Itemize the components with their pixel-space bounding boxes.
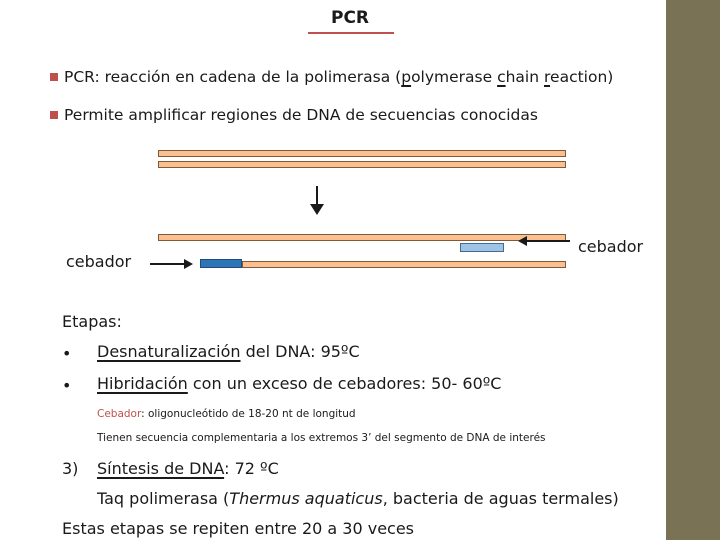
primer-left (200, 259, 242, 268)
arrow-left-icon (518, 236, 527, 246)
dna-strand-top (158, 150, 566, 157)
title-underline (308, 32, 394, 34)
denature-arrow-head-icon (310, 204, 324, 215)
slide-title: PCR (330, 8, 370, 28)
step-hybridization: Hibridación con un exceso de cebadores: 50- 60ºC (97, 374, 502, 393)
primer-left-arrow (150, 263, 184, 265)
step-number: 3) (62, 459, 79, 478)
primer-left-label: cebador (66, 252, 132, 271)
separated-strand-bottom (242, 261, 566, 268)
note-complementary: Tienen secuencia complementaria a los extremos 3’ del segmento de DNA de interés (97, 432, 546, 444)
bullet-pcr-definition: PCR: reacción en cadena de la polimerasa (polymerase chain reaction) (50, 68, 613, 86)
separated-strand-top (158, 234, 566, 241)
taq-polymerase-note: Taq polimerasa (Thermus aquaticus, bacteria de aguas termales) (97, 489, 619, 508)
square-bullet-icon (50, 73, 58, 81)
bullet-amplify: Permite amplificar regiones de DNA de secuencias conocidas (50, 106, 538, 124)
bullet-icon: • (62, 344, 72, 363)
repeat-note: Estas etapas se repiten entre 20 a 30 veces (62, 519, 415, 538)
steps-heading: Etapas: (62, 312, 122, 331)
step-denaturation: Desnaturalización del DNA: 95ºC (97, 342, 360, 361)
dna-strand-bottom (158, 161, 566, 168)
primer-right-arrow (526, 240, 570, 242)
note-primer-definition: Cebador: oligonucleótido de 18-20 nt de longitud (97, 408, 356, 420)
primer-right-label: cebador (578, 237, 644, 256)
step-synthesis: Síntesis de DNA: 72 ºC (97, 459, 279, 478)
bullet-icon: • (62, 376, 72, 395)
arrow-right-icon (184, 259, 193, 269)
primer-right (460, 243, 504, 252)
square-bullet-icon (50, 111, 58, 119)
sidebar-band (666, 0, 720, 540)
